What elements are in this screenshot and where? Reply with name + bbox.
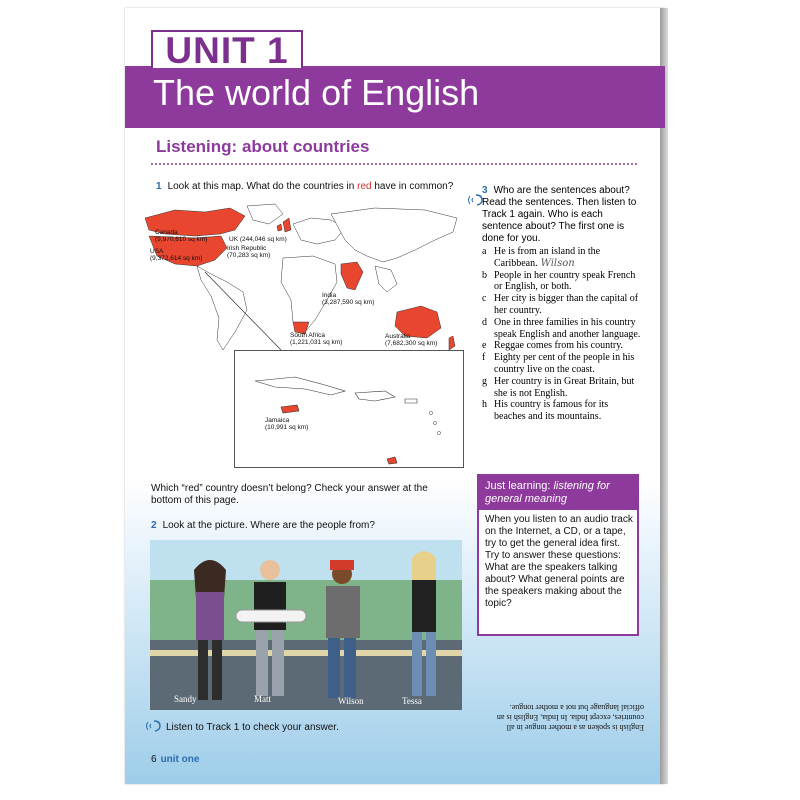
question-2-text: Look at the picture. Where are the people from? — [162, 520, 375, 531]
unit-badge — [151, 30, 303, 71]
sentence-f — [482, 352, 642, 376]
title-band — [125, 66, 665, 128]
ear-icon — [145, 719, 163, 733]
label-jamaica: Jamaica (10,991 sq km) — [265, 417, 309, 431]
label-uk: UK (244,046 sq km) — [229, 236, 287, 243]
map-asia — [331, 208, 457, 262]
sentence-g — [482, 376, 642, 400]
inset-cuba — [255, 377, 345, 395]
sentence-a — [482, 246, 642, 270]
sentence-c — [482, 293, 642, 317]
sentence-h — [482, 399, 642, 423]
map-uk — [283, 218, 291, 232]
map-ireland — [277, 224, 282, 231]
inset-jamaica — [281, 405, 299, 413]
section-divider — [151, 163, 637, 165]
sentence-text: Her country is in Great Britain, but she is not English. — [494, 375, 635, 399]
upside-down-answer: English is spoken as a mother tongue in all countries, except India. In India, English is an official language but not a mother tongue. — [496, 703, 644, 732]
person-name-sandy: Sandy — [174, 694, 197, 704]
question-1-number: 1 — [156, 181, 162, 192]
just-learning-title-italic: listening for general meaning — [485, 480, 610, 505]
caribbean-inset-map — [235, 351, 463, 467]
page-number: 6 — [151, 754, 157, 765]
map-new-zealand — [449, 336, 455, 350]
sentence-text: His country is famous for its beaches and its mountains. — [494, 399, 609, 423]
just-learning-title — [479, 476, 637, 510]
sentence-b — [482, 270, 642, 294]
question-2 — [151, 520, 461, 532]
sentence-text: One in three families in his country speak English and another language. — [494, 316, 641, 340]
map-south-america — [197, 266, 247, 350]
caribbean-inset — [234, 350, 464, 468]
sentence-text: People in her country speak French or English, or both. — [494, 269, 636, 293]
sentence-e — [482, 340, 642, 352]
inset-puerto-rico — [405, 399, 417, 403]
sentence-text: Her city is bigger than the capital of her country. — [494, 293, 639, 316]
person-name-wilson: Wilson — [338, 696, 364, 706]
sentence-letter: c — [482, 293, 487, 305]
label-south-africa: South Africa (1,221,031 sq km) — [290, 332, 343, 346]
question-2-number: 2 — [151, 520, 157, 531]
sentence-letter: d — [482, 316, 487, 328]
sentence-letter: h — [482, 399, 487, 411]
sentence-text: Reggae comes from his country. — [494, 340, 624, 352]
person-name-tessa: Tessa — [402, 696, 422, 706]
people-picture — [150, 540, 462, 710]
question-1-red-word: red — [357, 181, 372, 192]
question-1 — [156, 181, 466, 193]
label-canada: Canada (9,970,610 sq km) — [155, 229, 208, 243]
map-se-asia — [375, 266, 397, 292]
unit-label: UNIT 1 — [165, 30, 289, 71]
sentence-list — [482, 246, 642, 423]
which-red-question: Which “red” country doesn’t belong? Check your answer at the bottom of this page. — [151, 483, 428, 506]
label-india: India (3,287,590 sq km) — [322, 292, 375, 306]
footer-unit: unit one — [160, 754, 200, 765]
sentence-d — [482, 317, 642, 341]
sentence-text: Eighty per cent of the people in his country live on the coast. — [494, 352, 635, 375]
map-india — [341, 262, 363, 290]
question-3 — [482, 185, 642, 245]
section-heading: Listening: about countries — [156, 137, 370, 156]
inset-island-1 — [429, 411, 432, 414]
sentence-letter: a — [482, 246, 487, 257]
just-learning-box — [477, 474, 639, 636]
sentence-text: He is from an island in the Caribbean. — [494, 246, 601, 269]
people-illustration — [150, 540, 462, 710]
label-ireland: Irish Republic (70,283 sq km) — [227, 245, 271, 259]
label-australia: Australia (7,682,300 sq km) — [385, 333, 438, 347]
sentence-letter: e — [482, 340, 487, 352]
page-footer — [151, 754, 199, 765]
just-learning-title-plain: Just learning: — [485, 480, 554, 492]
just-learning-body: When you listen to an audio track on the Internet, a CD, or a tape, try to get the general idea first. Try to answer these questions: What are the speakers talking about? What general points are the speakers making about the topic? — [485, 514, 633, 609]
page-title: The world of English — [153, 72, 480, 113]
handwritten-answer: Wilson — [540, 257, 575, 269]
sentence-letter: f — [482, 352, 486, 364]
world-map — [135, 200, 465, 375]
inset-island-3 — [437, 431, 440, 434]
label-usa: USA (9,372,614 sq km) — [150, 248, 203, 262]
inset-hispaniola — [355, 391, 395, 401]
sentence-letter: b — [482, 269, 487, 281]
question-3-text: Who are the sentences about? Read the sentences. Then listen to Track 1 again. Who is each sentence about? The first one is done for you. — [482, 185, 637, 244]
inset-trinidad — [387, 457, 397, 464]
person-name-matt: Matt — [254, 694, 271, 704]
question-3-number: 3 — [482, 185, 488, 196]
inset-island-2 — [433, 421, 436, 424]
map-greenland — [247, 204, 283, 224]
question-1-text-before: Look at this map. What do the countries in — [167, 181, 358, 192]
question-1-text-after: have in common? — [371, 181, 454, 192]
listen-instruction: Listen to Track 1 to check your answer. — [166, 722, 339, 733]
sentence-letter: g — [482, 375, 487, 387]
